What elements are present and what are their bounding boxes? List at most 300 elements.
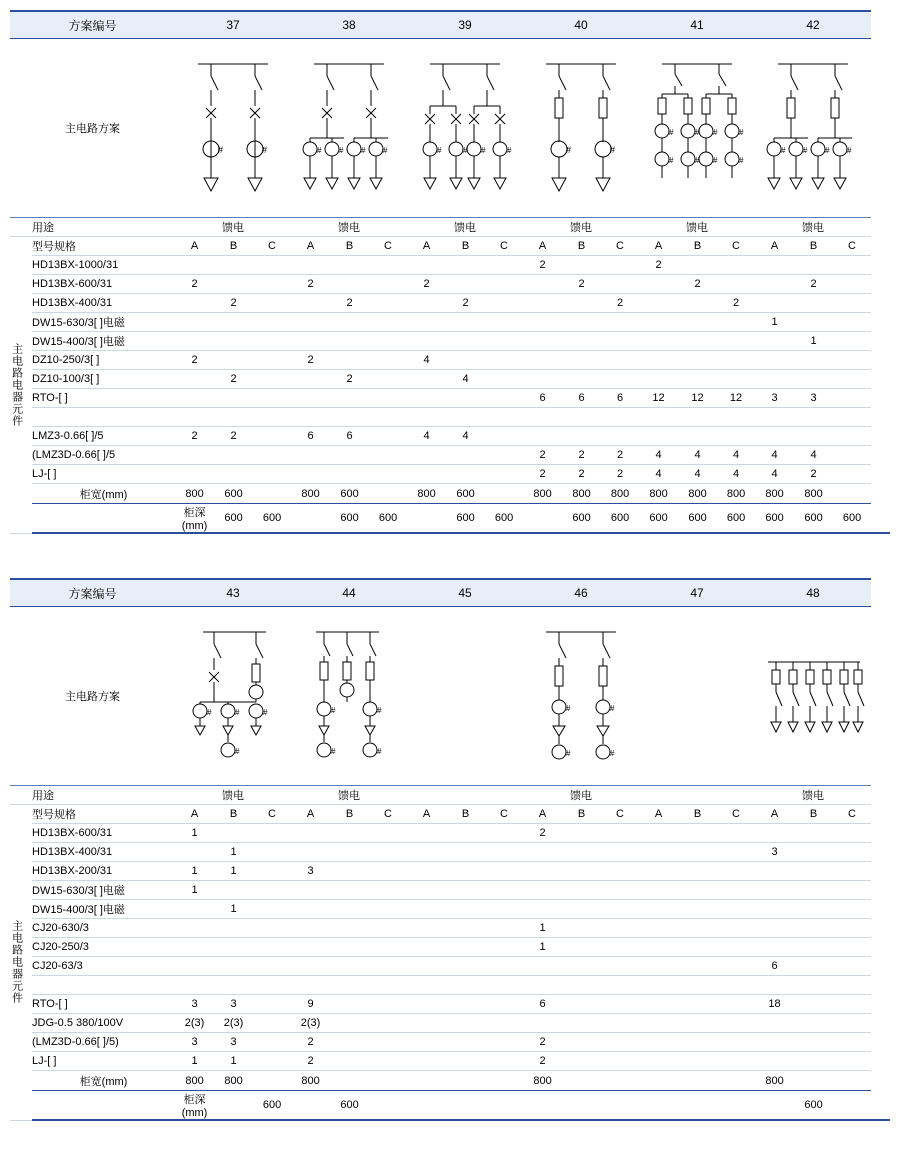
- cell: [253, 351, 291, 370]
- cell: [369, 465, 407, 484]
- svg-text:#: #: [331, 746, 336, 756]
- cell: 2: [601, 465, 639, 484]
- cell: 2: [523, 1033, 562, 1052]
- cell: [639, 1071, 678, 1091]
- cell: [446, 1071, 485, 1091]
- svg-text:#: #: [610, 144, 616, 155]
- table-row: [10, 370, 890, 389]
- phase-c: C: [833, 237, 871, 256]
- cell: [291, 446, 330, 465]
- table-row: [10, 465, 890, 484]
- cell: [369, 900, 407, 919]
- cell: [253, 900, 291, 919]
- cell: [175, 900, 214, 919]
- cell: [253, 1014, 291, 1033]
- phase-c: C: [833, 805, 871, 824]
- cell: [639, 995, 678, 1014]
- cell: [755, 370, 794, 389]
- cell: [291, 843, 330, 862]
- cell: 800: [678, 484, 717, 504]
- cell: [562, 881, 601, 900]
- cell: [253, 976, 291, 995]
- phase-c: C: [601, 805, 639, 824]
- phase-b: B: [562, 805, 601, 824]
- cell: [330, 256, 369, 275]
- cell: [562, 294, 601, 313]
- cell: [678, 370, 717, 389]
- svg-text:#: #: [610, 748, 615, 758]
- cell: [369, 313, 407, 332]
- table-row: [10, 900, 890, 919]
- cell: [446, 919, 485, 938]
- cell: 600: [214, 504, 253, 534]
- cell: [407, 900, 446, 919]
- cell: [485, 370, 523, 389]
- cell: [291, 408, 330, 427]
- svg-text:#: #: [739, 155, 744, 165]
- cell: [369, 370, 407, 389]
- cell: [717, 881, 755, 900]
- cell: [369, 256, 407, 275]
- cell: [562, 900, 601, 919]
- phase-b: B: [794, 237, 833, 256]
- cell: 9: [291, 995, 330, 1014]
- circuit-diagram-41: [639, 39, 755, 218]
- cell: [369, 843, 407, 862]
- table-row-blank: [10, 408, 890, 427]
- cell: 2: [523, 1052, 562, 1071]
- cell: 2: [794, 275, 833, 294]
- cell: [253, 294, 291, 313]
- cell: [485, 389, 523, 408]
- cell: [755, 256, 794, 275]
- cell: [755, 351, 794, 370]
- spec-label: 型号规格: [32, 805, 175, 824]
- cell: [601, 313, 639, 332]
- cell: [794, 919, 833, 938]
- cell: [214, 824, 253, 843]
- cell: [369, 881, 407, 900]
- cell: [407, 256, 446, 275]
- cell: [639, 938, 678, 957]
- cell: [369, 938, 407, 957]
- svg-text:#: #: [507, 145, 512, 155]
- cell: [523, 313, 562, 332]
- cell: [717, 370, 755, 389]
- cell: [678, 919, 717, 938]
- cell: [291, 1091, 330, 1121]
- cell: [446, 275, 485, 294]
- circuit-diagram-40: [523, 39, 639, 218]
- cell: 800: [523, 484, 562, 504]
- cell: 1: [214, 862, 253, 881]
- cell: [562, 1071, 601, 1091]
- circuit-diagram-43: [175, 607, 291, 786]
- cell: [446, 824, 485, 843]
- cell: [833, 881, 871, 900]
- cell: [678, 957, 717, 976]
- cell: [794, 938, 833, 957]
- cell: [523, 1014, 562, 1033]
- cell: [794, 881, 833, 900]
- cell: [523, 976, 562, 995]
- cell: [330, 995, 369, 1014]
- cell: [330, 408, 369, 427]
- cell: [330, 446, 369, 465]
- scheme-number: 46: [523, 579, 639, 607]
- cell: [485, 1071, 523, 1091]
- cell: [485, 427, 523, 446]
- cell: 2(3): [175, 1014, 214, 1033]
- cell: 800: [175, 484, 214, 504]
- cell: [175, 843, 214, 862]
- cell: [369, 427, 407, 446]
- header-label: 方案编号: [10, 11, 175, 39]
- cell: [678, 256, 717, 275]
- cell: [717, 957, 755, 976]
- svg-text:#: #: [361, 145, 366, 155]
- cell: [755, 1014, 794, 1033]
- cell: [601, 275, 639, 294]
- svg-text:#: #: [339, 145, 344, 155]
- component-name: HD13BX-600/31: [32, 824, 175, 843]
- phase-a: A: [407, 237, 446, 256]
- cell: 2: [175, 427, 214, 446]
- cell: [562, 1052, 601, 1071]
- cell: [523, 957, 562, 976]
- cell: [369, 1052, 407, 1071]
- cell: 4: [639, 465, 678, 484]
- cell: [639, 900, 678, 919]
- cell: 800: [523, 1071, 562, 1091]
- cell: [446, 995, 485, 1014]
- phase-c: C: [369, 805, 407, 824]
- cell: [601, 976, 639, 995]
- cell: 800: [407, 484, 446, 504]
- cell: [755, 1033, 794, 1052]
- circuit-diagram-42: [755, 39, 871, 218]
- cell: [407, 843, 446, 862]
- phase-b: B: [446, 805, 485, 824]
- cell: [755, 408, 794, 427]
- cell: [794, 351, 833, 370]
- cell: [214, 275, 253, 294]
- cell: 2: [562, 465, 601, 484]
- cell: [446, 408, 485, 427]
- cell: [639, 824, 678, 843]
- cell: 12: [639, 389, 678, 408]
- cell: 800: [755, 484, 794, 504]
- cell: 2: [446, 294, 485, 313]
- cell: [794, 1052, 833, 1071]
- cell: [407, 370, 446, 389]
- cell: [407, 294, 446, 313]
- circuit-diagram-37: [175, 39, 291, 218]
- cell: [369, 446, 407, 465]
- cell: 2: [717, 294, 755, 313]
- cell: [407, 1091, 446, 1121]
- phase-a: A: [291, 805, 330, 824]
- cell: [678, 408, 717, 427]
- cell: [446, 1052, 485, 1071]
- cell: [253, 1071, 291, 1091]
- cell: [175, 389, 214, 408]
- scheme-number: 47: [639, 579, 755, 607]
- cell: [253, 843, 291, 862]
- circuit-diagram-47-empty: [639, 607, 755, 786]
- cell: [175, 256, 214, 275]
- cell: [833, 824, 871, 843]
- component-name: JDG-0.5 380/100V: [32, 1014, 175, 1033]
- cell: 2: [214, 294, 253, 313]
- width-label: 柜宽(mm): [32, 484, 175, 504]
- cell: [717, 919, 755, 938]
- cell: [485, 294, 523, 313]
- cell: [407, 824, 446, 843]
- cell: [755, 862, 794, 881]
- scheme-number: 41: [639, 11, 755, 39]
- cell: [253, 995, 291, 1014]
- svg-text:#: #: [383, 145, 388, 155]
- cell: [562, 256, 601, 275]
- cell: 600: [446, 484, 485, 504]
- cell: [639, 351, 678, 370]
- cell: 1: [523, 938, 562, 957]
- component-name: HD13BX-1000/31: [32, 256, 175, 275]
- cell: [833, 465, 871, 484]
- cell: [485, 484, 523, 504]
- cell: [369, 389, 407, 408]
- component-name: DW15-630/3[ ]电磁: [32, 881, 175, 900]
- cell: [562, 957, 601, 976]
- use-value: 馈电: [755, 786, 871, 805]
- cell: [523, 1091, 562, 1121]
- cell: [175, 938, 214, 957]
- cell: [446, 351, 485, 370]
- cell: 4: [717, 465, 755, 484]
- phase-b: B: [330, 805, 369, 824]
- phase-a: A: [175, 237, 214, 256]
- cell: 3: [291, 862, 330, 881]
- cell: [214, 313, 253, 332]
- cell: 2: [407, 275, 446, 294]
- cell: 4: [717, 446, 755, 465]
- cell: [214, 389, 253, 408]
- use-value: 馈电: [523, 218, 639, 237]
- depth-label: 柜深(mm): [175, 1091, 214, 1121]
- use-value: 馈电: [407, 218, 523, 237]
- cell: [678, 1071, 717, 1091]
- cell: [330, 389, 369, 408]
- cell: [833, 938, 871, 957]
- cell: [407, 1014, 446, 1033]
- cell: 3: [214, 995, 253, 1014]
- cell: 4: [446, 370, 485, 389]
- cell: [833, 484, 871, 504]
- cell: 800: [639, 484, 678, 504]
- cell: [601, 900, 639, 919]
- cell: [755, 900, 794, 919]
- cell: [717, 995, 755, 1014]
- cell: 600: [678, 504, 717, 534]
- cell: 1: [175, 1052, 214, 1071]
- phase-b: B: [678, 237, 717, 256]
- scheme-number: 37: [175, 11, 291, 39]
- cell: [369, 351, 407, 370]
- cell: [446, 976, 485, 995]
- cell: 2: [175, 275, 214, 294]
- use-value: [639, 786, 755, 805]
- cell: 800: [214, 1071, 253, 1091]
- cell: [601, 843, 639, 862]
- cell: [523, 862, 562, 881]
- cell: [523, 881, 562, 900]
- cell: [175, 294, 214, 313]
- cell: [523, 843, 562, 862]
- cell: [291, 824, 330, 843]
- cell: [833, 389, 871, 408]
- circuit-diagram-44: [291, 607, 407, 786]
- cell: [523, 370, 562, 389]
- cell: [291, 370, 330, 389]
- cell: 1: [214, 1052, 253, 1071]
- cell: [175, 976, 214, 995]
- cell: 2: [330, 294, 369, 313]
- cell: [485, 1052, 523, 1071]
- cell: [446, 900, 485, 919]
- table-row: [10, 332, 890, 351]
- cell: 600: [755, 504, 794, 534]
- cell: [755, 427, 794, 446]
- cell: [446, 843, 485, 862]
- use-row: [10, 786, 890, 805]
- cell: [601, 370, 639, 389]
- cell: [214, 351, 253, 370]
- cell: [794, 862, 833, 881]
- cell: [523, 900, 562, 919]
- cell: [717, 408, 755, 427]
- cell: [833, 900, 871, 919]
- cell: [871, 504, 890, 534]
- cell: 3: [175, 995, 214, 1014]
- svg-text:#: #: [566, 703, 571, 713]
- cell: [639, 881, 678, 900]
- cell: 2: [214, 370, 253, 389]
- cell: [639, 332, 678, 351]
- cell: [717, 427, 755, 446]
- cell: [330, 938, 369, 957]
- cell: [833, 919, 871, 938]
- cell: 3: [755, 389, 794, 408]
- component-name: HD13BX-600/31: [32, 275, 175, 294]
- cell: [485, 976, 523, 995]
- cell: [678, 824, 717, 843]
- cell: [717, 256, 755, 275]
- cell: 6: [330, 427, 369, 446]
- cell: [446, 1014, 485, 1033]
- cell: [485, 824, 523, 843]
- component-name: DZ10-100/3[ ]: [32, 370, 175, 389]
- cell: 800: [755, 1071, 794, 1091]
- svg-text:#: #: [847, 145, 852, 155]
- cell: [678, 1052, 717, 1071]
- cell: [562, 843, 601, 862]
- cell: [794, 1033, 833, 1052]
- cell: [523, 504, 562, 534]
- cell: 600: [794, 1091, 833, 1121]
- cell: [717, 976, 755, 995]
- cell: [794, 408, 833, 427]
- svg-text:#: #: [377, 705, 382, 715]
- cell: 4: [678, 465, 717, 484]
- cell: [253, 957, 291, 976]
- cell: [639, 408, 678, 427]
- cell: [601, 408, 639, 427]
- cabinet-width-row: [10, 484, 890, 504]
- cell: [562, 1091, 601, 1121]
- cell: [407, 995, 446, 1014]
- phase-c: C: [485, 805, 523, 824]
- phase-a: A: [639, 805, 678, 824]
- cell: [369, 1071, 407, 1091]
- use-row: [10, 218, 890, 237]
- phase-c: C: [717, 237, 755, 256]
- cell: 2: [562, 446, 601, 465]
- cell: [678, 881, 717, 900]
- component-name: LMZ3-0.66[ ]/5: [32, 427, 175, 446]
- cell: [717, 1071, 755, 1091]
- cell: [369, 862, 407, 881]
- svg-text:#: #: [695, 127, 700, 137]
- use-value: 馈电: [523, 786, 639, 805]
- table-row: [10, 294, 890, 313]
- cell: 2: [794, 465, 833, 484]
- component-name: (LMZ3D-0.66[ ]/5: [32, 446, 175, 465]
- cell: 4: [446, 427, 485, 446]
- cell: [369, 995, 407, 1014]
- cell: [291, 294, 330, 313]
- cell: [678, 313, 717, 332]
- svg-text:#: #: [235, 707, 240, 717]
- cell: 800: [291, 1071, 330, 1091]
- cell: [833, 275, 871, 294]
- cell: [678, 294, 717, 313]
- cell: [253, 1033, 291, 1052]
- spec-label: 型号规格: [32, 237, 175, 256]
- cell: [794, 370, 833, 389]
- cell: 600: [833, 504, 871, 534]
- component-name: DZ10-250/3[ ]: [32, 351, 175, 370]
- component-name: LJ-[ ]: [32, 1052, 175, 1071]
- cell: [678, 862, 717, 881]
- cell: [330, 843, 369, 862]
- cell: [833, 427, 871, 446]
- cell: [253, 313, 291, 332]
- cell: 600: [330, 504, 369, 534]
- cell: [755, 1052, 794, 1071]
- cell: [833, 313, 871, 332]
- cell: [755, 824, 794, 843]
- phase-c: C: [369, 237, 407, 256]
- cell: [717, 1014, 755, 1033]
- cell: [291, 900, 330, 919]
- page: [0, 10, 900, 1121]
- cell: 12: [717, 389, 755, 408]
- cell: [369, 824, 407, 843]
- cell: [369, 1033, 407, 1052]
- cell: [717, 275, 755, 294]
- table-row: [10, 1033, 890, 1052]
